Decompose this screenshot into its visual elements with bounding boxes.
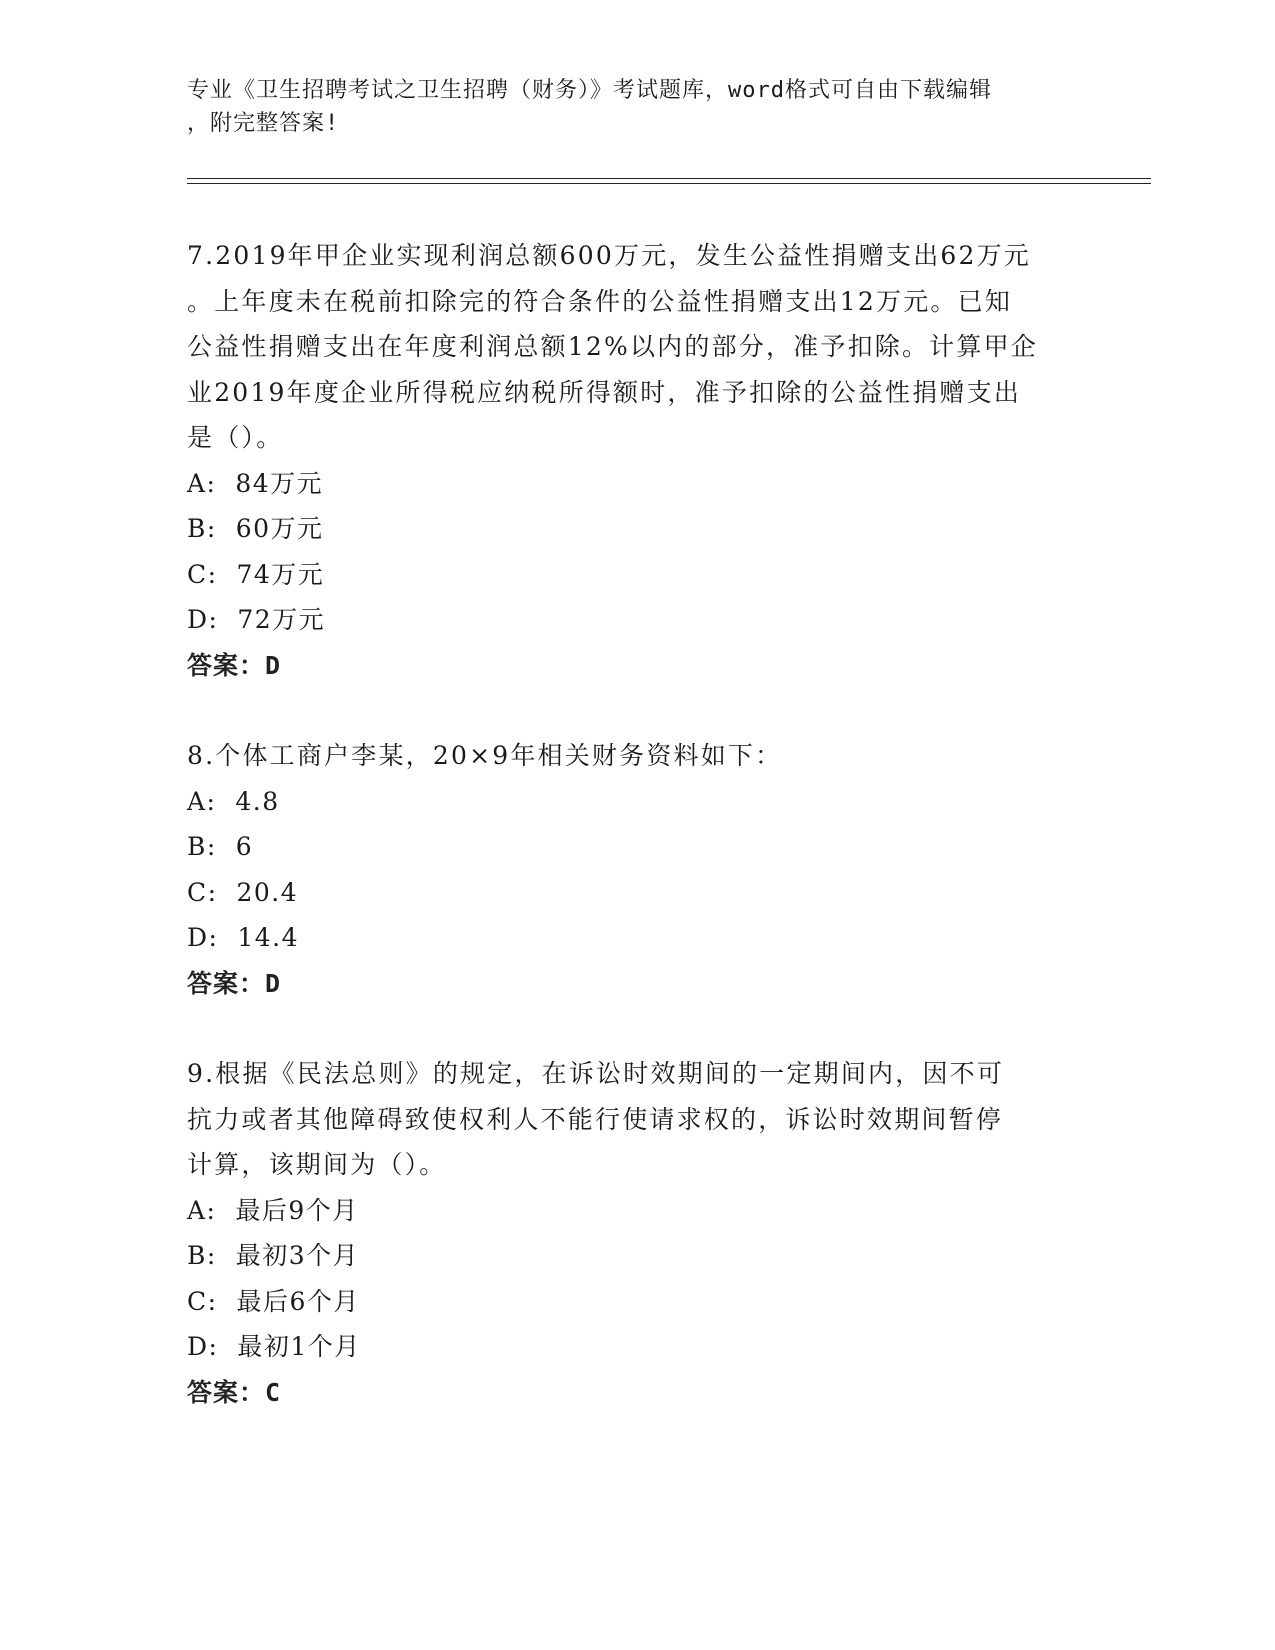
- question-stem-line: 9.根据《民法总则》的规定，在诉讼时效期间的一定期间内，因不可: [187, 1059, 1005, 1088]
- option-d: D: 14.4: [187, 923, 300, 952]
- option-b: B: 60万元: [187, 514, 324, 543]
- answer-line: 答案：D: [187, 968, 282, 998]
- option-a: A: 4.8: [187, 786, 280, 816]
- question-stem-line: 。上年度未在税前扣除完的符合条件的公益性捐赠支出12万元。已知: [187, 286, 1013, 316]
- question-stem-line: 公益性捐赠支出在年度利润总额12%以内的部分，准予扣除。计算甲企: [187, 332, 1038, 361]
- option-a: A: 最后9个月: [187, 1195, 359, 1225]
- question-stem-line: 7.2019年甲企业实现利润总额600万元，发生公益性捐赠支出62万元: [187, 241, 1032, 270]
- document-header: [187, 74, 1067, 140]
- question-stem-line: 8.个体工商户李某，20×9年相关财务资料如下：: [187, 741, 783, 770]
- option-d: D: 最初1个月: [187, 1332, 361, 1361]
- option-c: C: 20.4: [187, 877, 299, 907]
- option-b: B: 最初3个月: [187, 1241, 360, 1270]
- question-9: [187, 1051, 1077, 1415]
- question-stem-line: 业2019年度企业所得税应纳税所得额时，准予扣除的公益性捐赠支出: [187, 377, 1022, 407]
- option-d: D: 72万元: [187, 605, 326, 634]
- header-divider-top: [187, 178, 1151, 179]
- question-stem-line: 计算，该期间为（）。: [187, 1150, 447, 1179]
- header-divider-bottom: [187, 183, 1151, 184]
- header-line-2: ，附完整答案!: [187, 111, 340, 136]
- option-c: C: 最后6个月: [187, 1286, 360, 1316]
- answer-line: 答案：C: [187, 1377, 282, 1407]
- option-a: A: 84万元: [187, 468, 324, 498]
- question-stem-line: 抗力或者其他障碍致使权利人不能行使请求权的，诉讼时效期间暂停: [187, 1104, 1004, 1134]
- question-7: [187, 233, 1077, 688]
- answer-line: 答案：D: [187, 650, 282, 680]
- header-line-1: 专业《卫生招聘考试之卫生招聘（财务）》考试题库，word格式可自由下载编辑: [187, 78, 992, 103]
- option-c: C: 74万元: [187, 559, 325, 589]
- question-stem-line: 是（）。: [187, 423, 284, 452]
- question-8: [187, 733, 1077, 1006]
- option-b: B: 6: [187, 832, 254, 861]
